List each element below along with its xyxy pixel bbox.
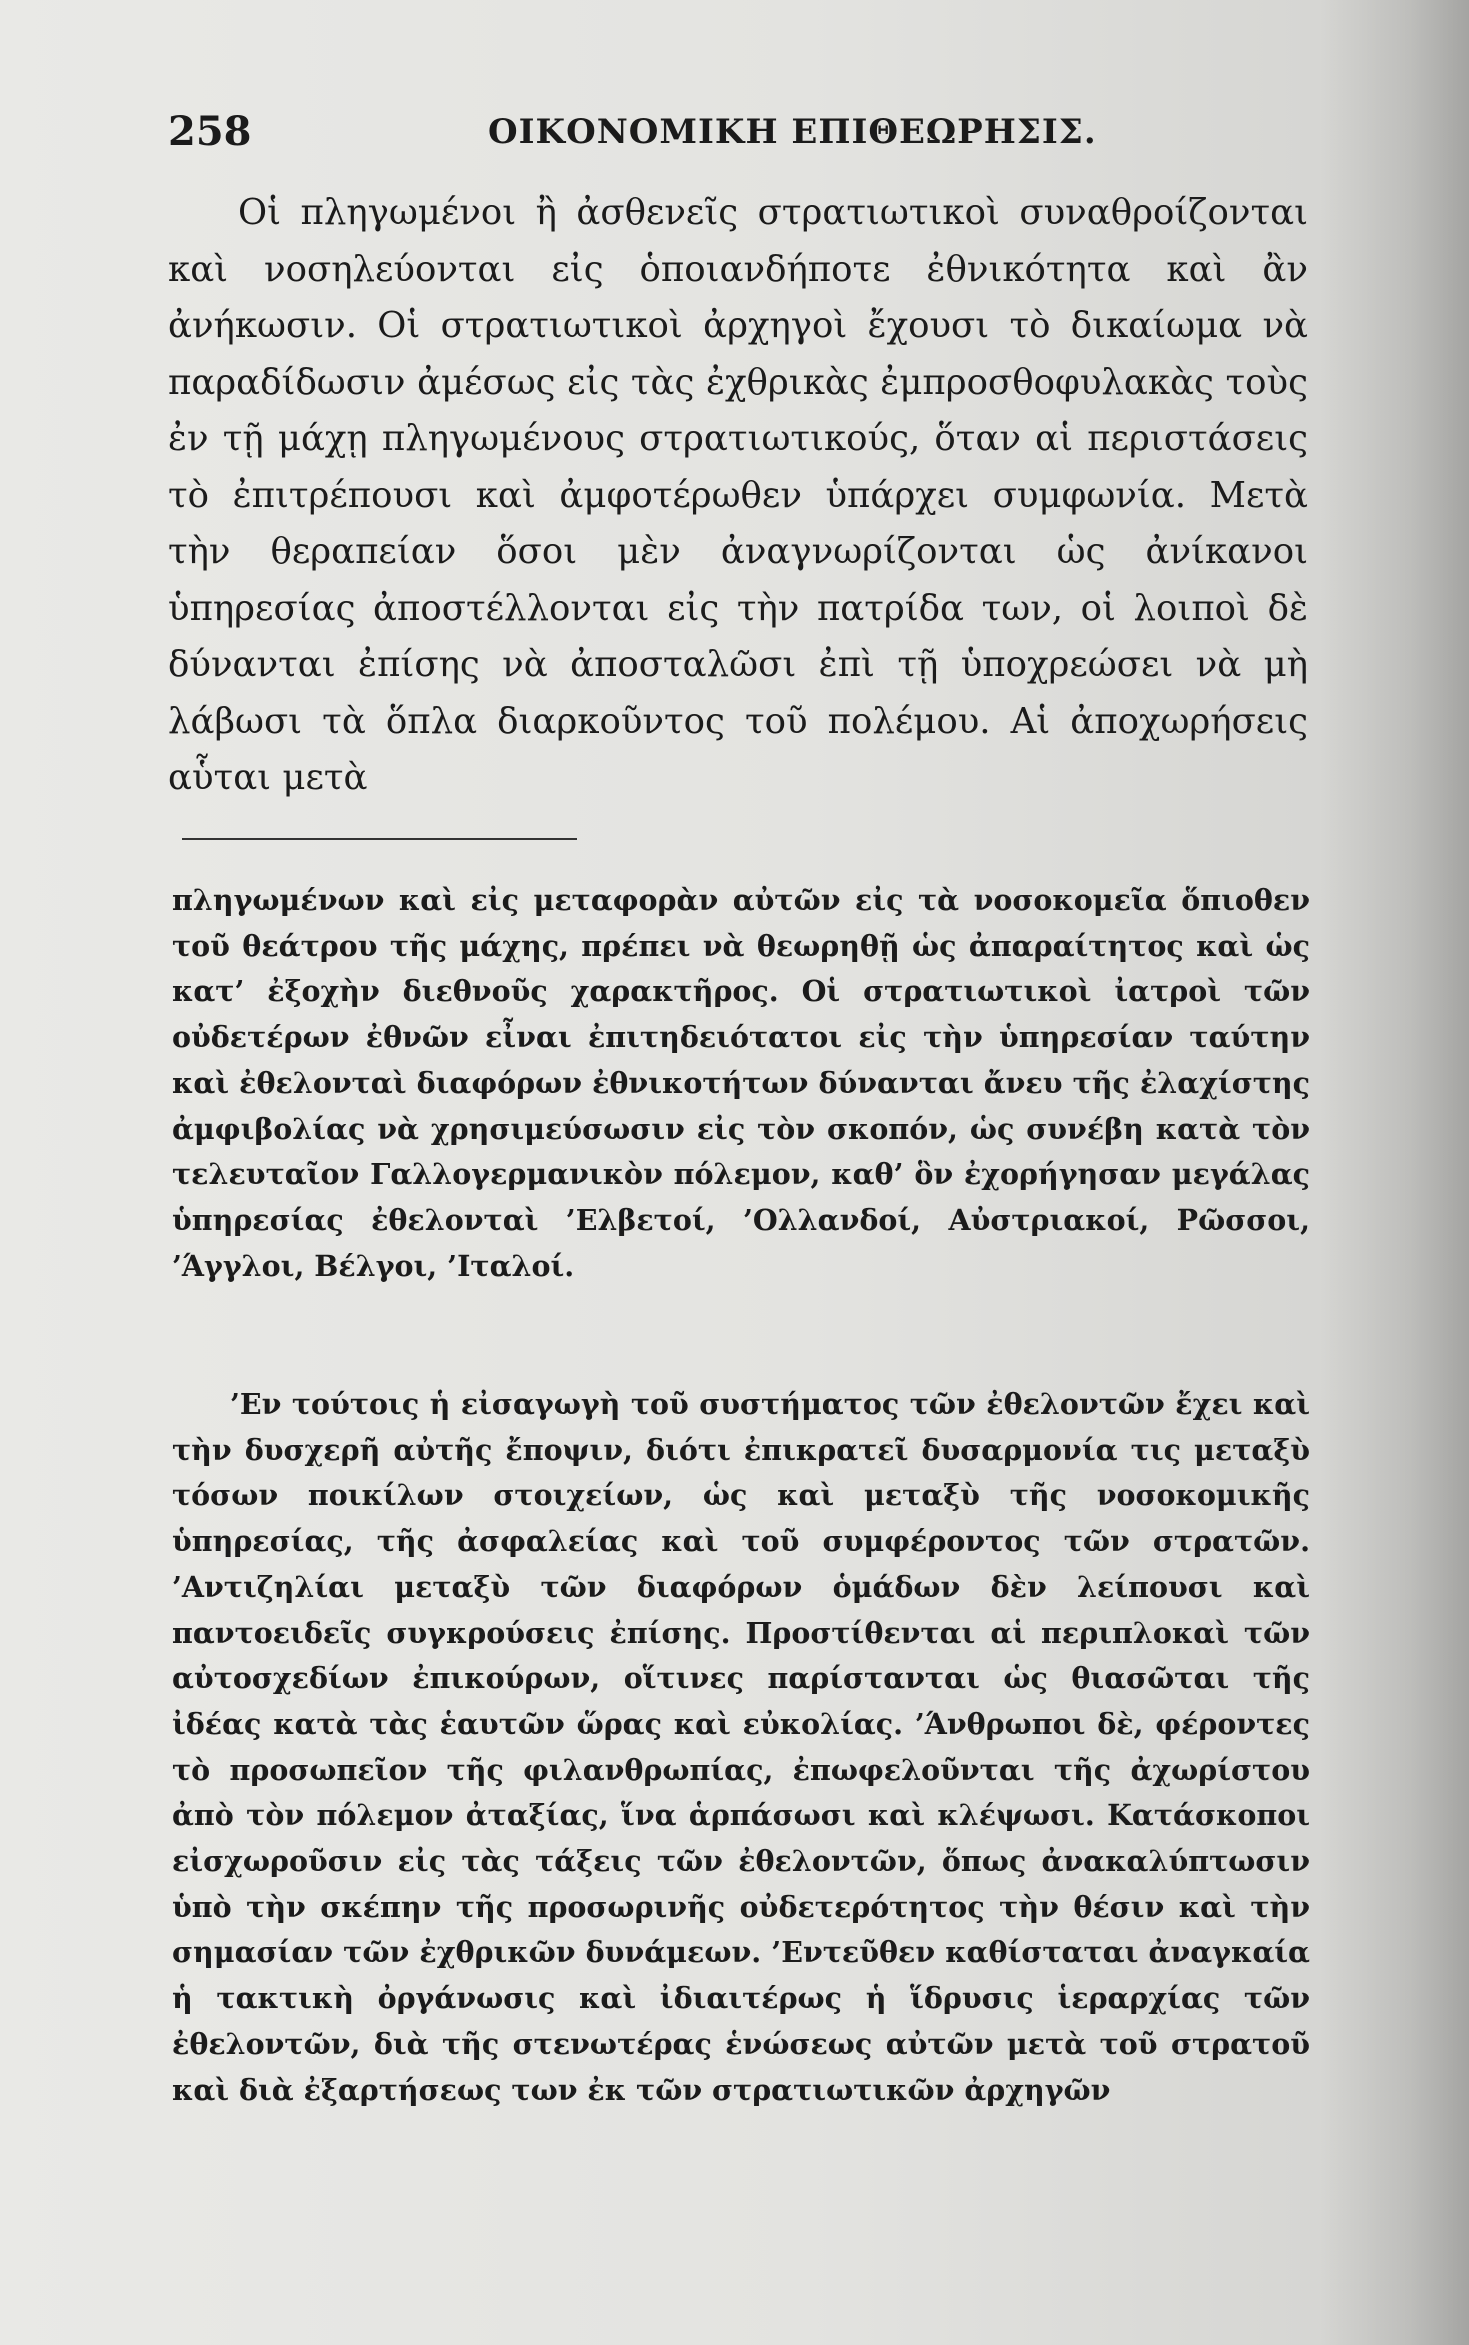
footnote-separator bbox=[182, 838, 577, 840]
page-number: 258 bbox=[168, 108, 252, 155]
page-header bbox=[168, 108, 1308, 158]
main-paragraph: Οἱ πληγωμένοι ἢ ἀσθενεῖς στρατιωτικοὶ συναθροίζονται καὶ νοσηλεύονται εἰς ὁποιανδήποτε ἐθνικότητα καὶ ἂν ἀνήκωσιν. Οἱ στρατιωτικοὶ ἀρχηγοὶ ἔχουσι τὸ δικαίωμα νὰ παραδίδωσιν ἀμέσως εἰς τὰς ἐχθρικὰς ἐμπροσθοφυλακὰς τοὺς ἐν τῇ μάχῃ πληγωμένους στρατιωτικούς, ὅταν αἱ περιστάσεις τὸ ἐπιτρέπουσι καὶ ἀμφοτέρωθεν ὑπάρχει συμφωνία. Μετὰ τὴν θεραπείαν ὅσοι μὲν ἀναγνωρίζονται ὡς ἀνίκανοι ὑπηρεσίας ἀποστέλλονται εἰς τὴν πατρίδα των, οἱ λοιποὶ δὲ δύνανται ἐπίσης νὰ ἀποσταλῶσι ἐπὶ τῇ ὑποχρεώσει νὰ μὴ λάβωσι τὰ ὅπλα διαρκοῦντος τοῦ πολέμου. Αἱ ἀποχωρήσεις αὗται μετὰ bbox=[168, 192, 1308, 798]
footnote-continuation: πληγωμένων καὶ εἰς μεταφορὰν αὐτῶν εἰς τὰ νοσοκομεῖα ὅπιοθεν τοῦ θεάτρου τῆς μάχης, πρέπει νὰ θεωρηθῇ ὡς ἀπαραίτητος καὶ ὡς κατ’ ἐξοχὴν διεθνοῦς χαρακτῆρος. Οἱ στρατιωτικοὶ ἰατροὶ τῶν οὐδετέρων ἐθνῶν εἶναι ἐπιτηδειότατοι εἰς τὴν ὑπηρεσίαν ταύτην καὶ ἐθελονταὶ διαφόρων ἐθνικοτήτων δύνανται ἄνευ τῆς ἐλαχίστης ἀμφιβολίας νὰ χρησιμεύσωσιν εἰς τὸν σκοπόν, ὡς συνέβη κατὰ τὸν τελευταῖον Γαλλογερμανικὸν πόλεμον, καθ’ ὃν ἐχορήγησαν μεγάλας ὑπηρεσίας ἐθελονταὶ ’Ελβετοί, ’Ολλανδοί, Αὐστριακοί, Ρῶσσοι, ’Άγγλοι, Βέλγοι, ’Ιταλοί. bbox=[172, 883, 1310, 1283]
footnote-paragraph: ’Εν τούτοις ἡ εἰσαγωγὴ τοῦ συστήματος τῶν ἐθελοντῶν ἔχει καὶ τὴν δυσχερῆ αὐτῆς ἔποψιν, διότι ἐπικρατεῖ δυσαρμονία τις μεταξὺ τόσων ποικίλων στοιχείων, ὡς καὶ μεταξὺ τῆς νοσοκομικῆς ὑπηρεσίας, τῆς ἀσφαλείας καὶ τοῦ συμφέροντος τῶν στρατῶν. ’Αντιζηλίαι μεταξὺ τῶν διαφόρων ὁμάδων δὲν λείπουσι καὶ παντοειδεῖς συγκρούσεις ἐπίσης. Προστίθενται αἱ περιπλοκαὶ τῶν αὐτοσχεδίων ἐπικούρων, οἵτινες παρίστανται ὡς θιασῶται τῆς ἰδέας κατὰ τὰς ἑαυτῶν ὥρας καὶ εὐκολίας. ’Άνθρωποι δὲ, φέροντες τὸ προσωπεῖον τῆς φιλανθρωπίας, ἐπωφελοῦνται τῆς ἀχωρίστου ἀπὸ τὸν πόλεμον ἀταξίας, ἵνα ἁρπάσωσι καὶ κλέψωσι. Κατάσκοποι εἰσχωροῦσιν εἰς τὰς τάξεις τῶν ἐθελοντῶν, ὅπως ἀνακαλύπτωσιν ὑπὸ τὴν σκέπην τῆς προσωρινῆς οὐδετερότητος τὴν θέσιν καὶ τὴν σημασίαν τῶν ἐχθρικῶν δυνάμεων. ’Εντεῦθεν καθίσταται ἀναγκαία ἡ τακτικὴ ὀργάνωσις καὶ ἰδιαιτέρως ἡ ἵδρυσις ἱεραρχίας τῶν ἐθελοντῶν, διὰ τῆς στενωτέρας ἑνώσεως αὐτῶν μετὰ τοῦ στρατοῦ καὶ διὰ ἐξαρτήσεως των ἐκ τῶν στρατιωτικῶν ἀρχηγῶν bbox=[172, 1387, 1310, 2107]
running-title: ΟΙΚΟΝΟΜΙΚΗ ΕΠΙΘΕΩΡΗΣΙΣ. bbox=[488, 112, 1097, 152]
page-gutter-shadow bbox=[1319, 0, 1469, 2345]
